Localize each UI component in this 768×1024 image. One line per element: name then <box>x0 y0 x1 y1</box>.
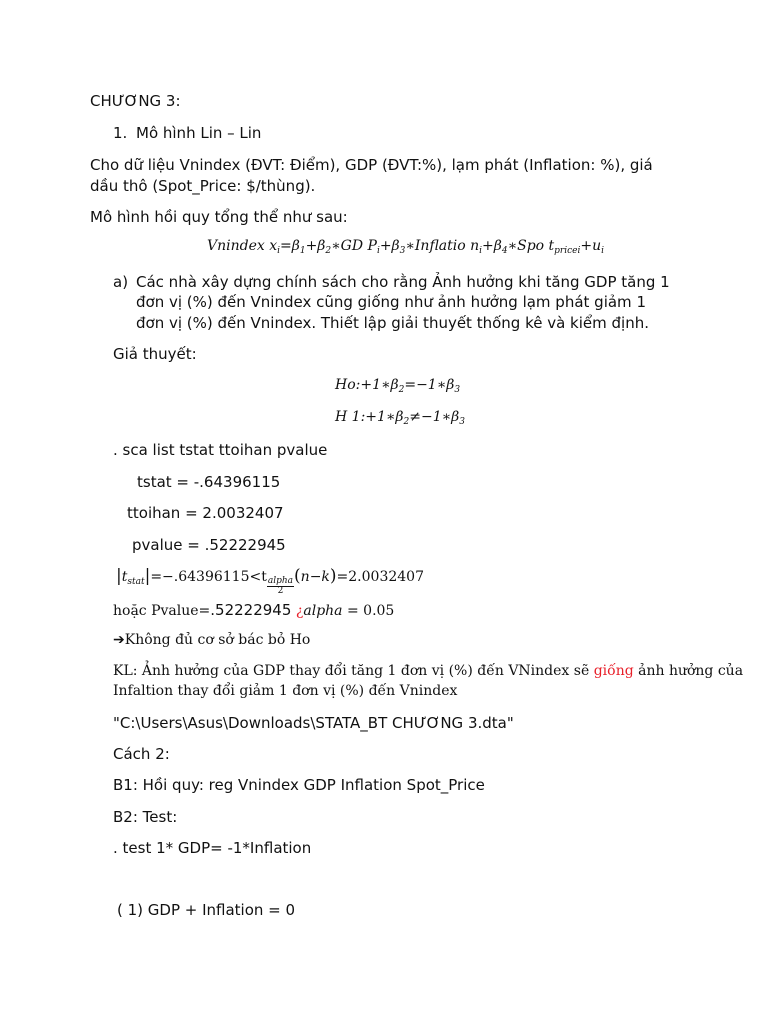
question-a-label: a) <box>113 273 129 291</box>
question-a-line-1: Các nhà xây dựng chính sách cho rằng Ảnh hưởng khi tăng GDP tăng 1 <box>136 273 670 291</box>
conclusion-arrow-text: ➔Không đủ cơ sở bác bỏ Ho <box>113 632 311 648</box>
intro-line-1: Cho dữ liệu Vnindex (ĐVT: Điểm), GDP (ĐVT:%), lạm phát (Inflation: %), giá <box>90 156 653 174</box>
ttoihan-output: ttoihan = 2.0032407 <box>127 504 284 522</box>
file-path: "C:\Users\Asus\Downloads\STATA_BT CHƯƠNG 3.dta" <box>113 714 514 732</box>
stata-command: . sca list tstat ttoihan pvalue <box>113 441 328 459</box>
question-a-line-3: đơn vị (%) đến Vnindex. Thiết lập giải thuyết thống kê và kiểm định. <box>136 314 649 332</box>
chapter-heading: CHƯƠNG 3: <box>90 92 181 110</box>
model-equation: Vnindex $x_i=\beta_1+\beta_2∗GD$ $P_i+\beta_3∗Inflatio$ $n_i+\beta_4∗Spo$ $t_{pricei}+u_i$ <box>207 238 604 256</box>
question-a-line-2: đơn vị (%) đến Vnindex cũng giống như ảnh hưởng lạm phát giảm 1 <box>136 293 646 311</box>
method-2-heading: Cách 2: <box>113 745 170 763</box>
model-label: Mô hình hồi quy tổng thể như sau: <box>90 208 348 226</box>
test-command: . test 1* GDP= -1*Inflation <box>113 839 312 857</box>
step-2-test: B2: Test: <box>113 808 178 826</box>
alternative-hypothesis: H $1:+1∗\beta_2\ne-1∗\beta_3$ <box>335 409 465 427</box>
step-1-regression: B1: Hồi quy: reg Vnindex GDP Inflation Spot_Price <box>113 776 485 794</box>
t-comparison: $|t_{stat}|=-.64396115<t$ $\frac{\text{alpha}}{2}$ (n−k)=2.0032407 <box>116 566 424 596</box>
section-number: 1. <box>113 124 128 142</box>
kl-highlight: giống <box>593 663 634 679</box>
pvalue-output: pvalue = .52222945 <box>132 536 286 554</box>
hypothesis-label: Giả thuyết: <box>113 345 197 363</box>
kl-line-1: KL: Ảnh hưởng của GDP thay đổi tăng 1 đơn vị (%) đến VNindex sẽ giống ảnh hưởng của <box>113 663 744 679</box>
section-title: Mô hình Lin – Lin <box>136 124 262 142</box>
pvalue-comparison: hoặc Pvalue=.52222945 ¿alpha = 0.05 <box>113 601 395 619</box>
kl-line-2: Infaltion thay đổi giảm 1 đơn vị (%) đến Vnindex <box>113 683 458 699</box>
intro-line-2: dầu thô (Spot_Price: $/thùng). <box>90 177 316 195</box>
null-hypothesis: $Ho:+1∗\beta_2=-1∗\beta_3$ <box>335 377 461 395</box>
tstat-output: tstat = -.64396115 <box>137 473 281 491</box>
test-result: ( 1) GDP + Inflation = 0 <box>117 901 296 919</box>
